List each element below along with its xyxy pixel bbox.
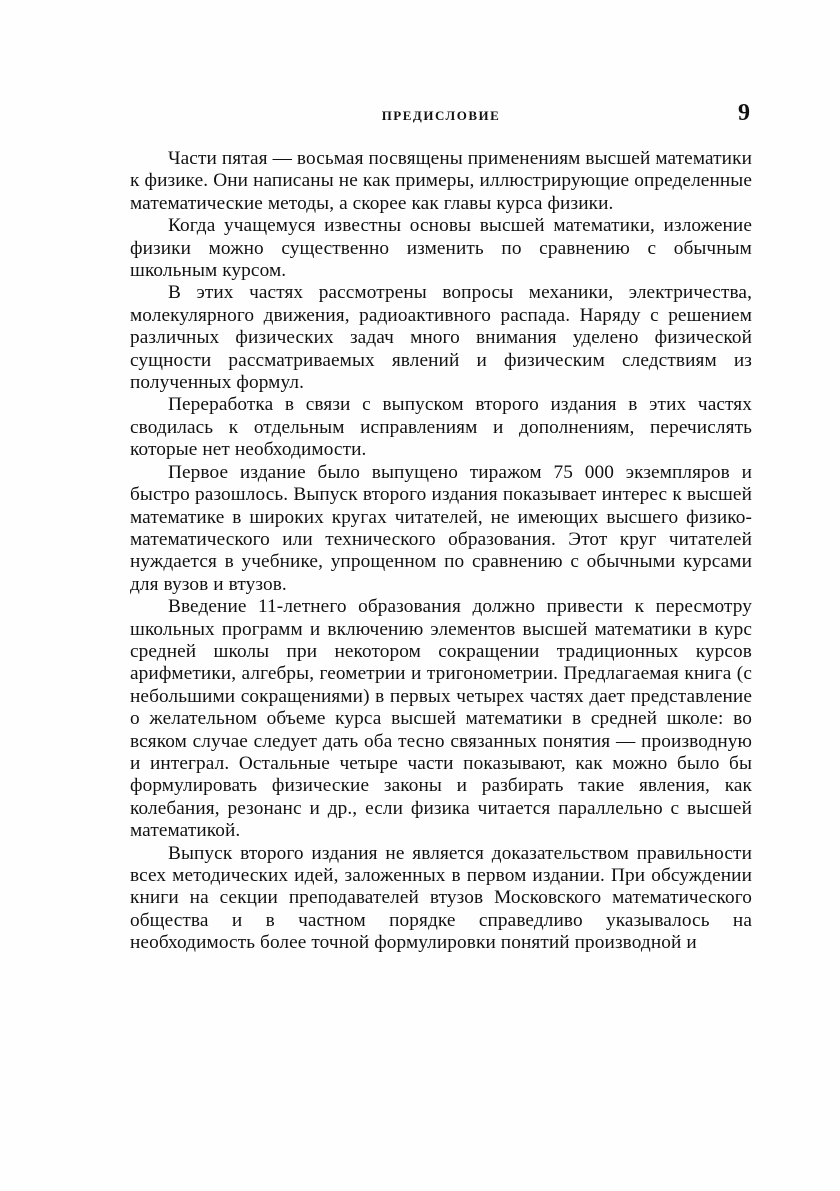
page-number: 9 [738,100,750,126]
body-text [130,148,752,955]
paragraph-6: Введение 11-летнего образования должно привести к пересмотру школьных программ и включению элементов высшей математики в курс средней школы при некотором сокращении традиционных курсов арифметики, алгебры, геометрии и тригонометрии. Предлагаемая книга (с небольшими сокращениями) в первых четырех частях дает представление о желательном объеме курса высшей математики в средней школе: во всяком случае следует дать оба тесно связанных понятия — производную и интеграл. Остальные четыре части показывают, как можно было бы формулировать физические законы и разбирать такие явления, как колебания, резонанс и др., если физика читается параллельно с высшей математикой. [130,596,752,842]
paragraph-5: Первое издание было выпущено тиражом 75 000 экземпляров и быстро разошлось. Выпуск второго издания показывает интерес к высшей математике в широких кругах читателей, не имеющих высшего физико-математического или технического образования. Этот круг читателей нуждается в учебнике, упрощенном по сравнению с обычными курсами для вузов и втузов. [130,461,752,595]
paragraph-2: Когда учащемуся известны основы высшей математики, изложение физики можно существенно изменить по сравнению с обычным школьным курсом. [130,215,752,282]
paragraph-4: Переработка в связи с выпуском второго издания в этих частях сводилась к отдельным исправлениям и дополнениям, перечислять которые нет необходимости. [130,394,752,461]
paragraph-7: Выпуск второго издания не является доказательством правильности всех методических идей, заложенных в первом издании. При обсуждении книги на секции преподавателей втузов Московского математического общества и в частном порядке справедливо указывалось на необходимость более точной формулировки понятий производной и [130,842,752,954]
paragraph-1: Части пятая — восьмая посвящены применениям высшей математики к физике. Они написаны не как примеры, иллюстрирующие определенные математические методы, а скорее как главы курса физики. [130,148,752,214]
page-header [130,100,752,134]
running-title: ПРЕДИСЛОВИЕ [381,108,501,123]
paragraph-3: В этих частях рассмотрены вопросы механики, электричества, молекулярного движения, радиоактивного распада. Наряду с решением различных физических задач много внимания уделено физической сущности рассматриваемых явлений и физическим следствиям из полученных формул. [130,282,752,394]
